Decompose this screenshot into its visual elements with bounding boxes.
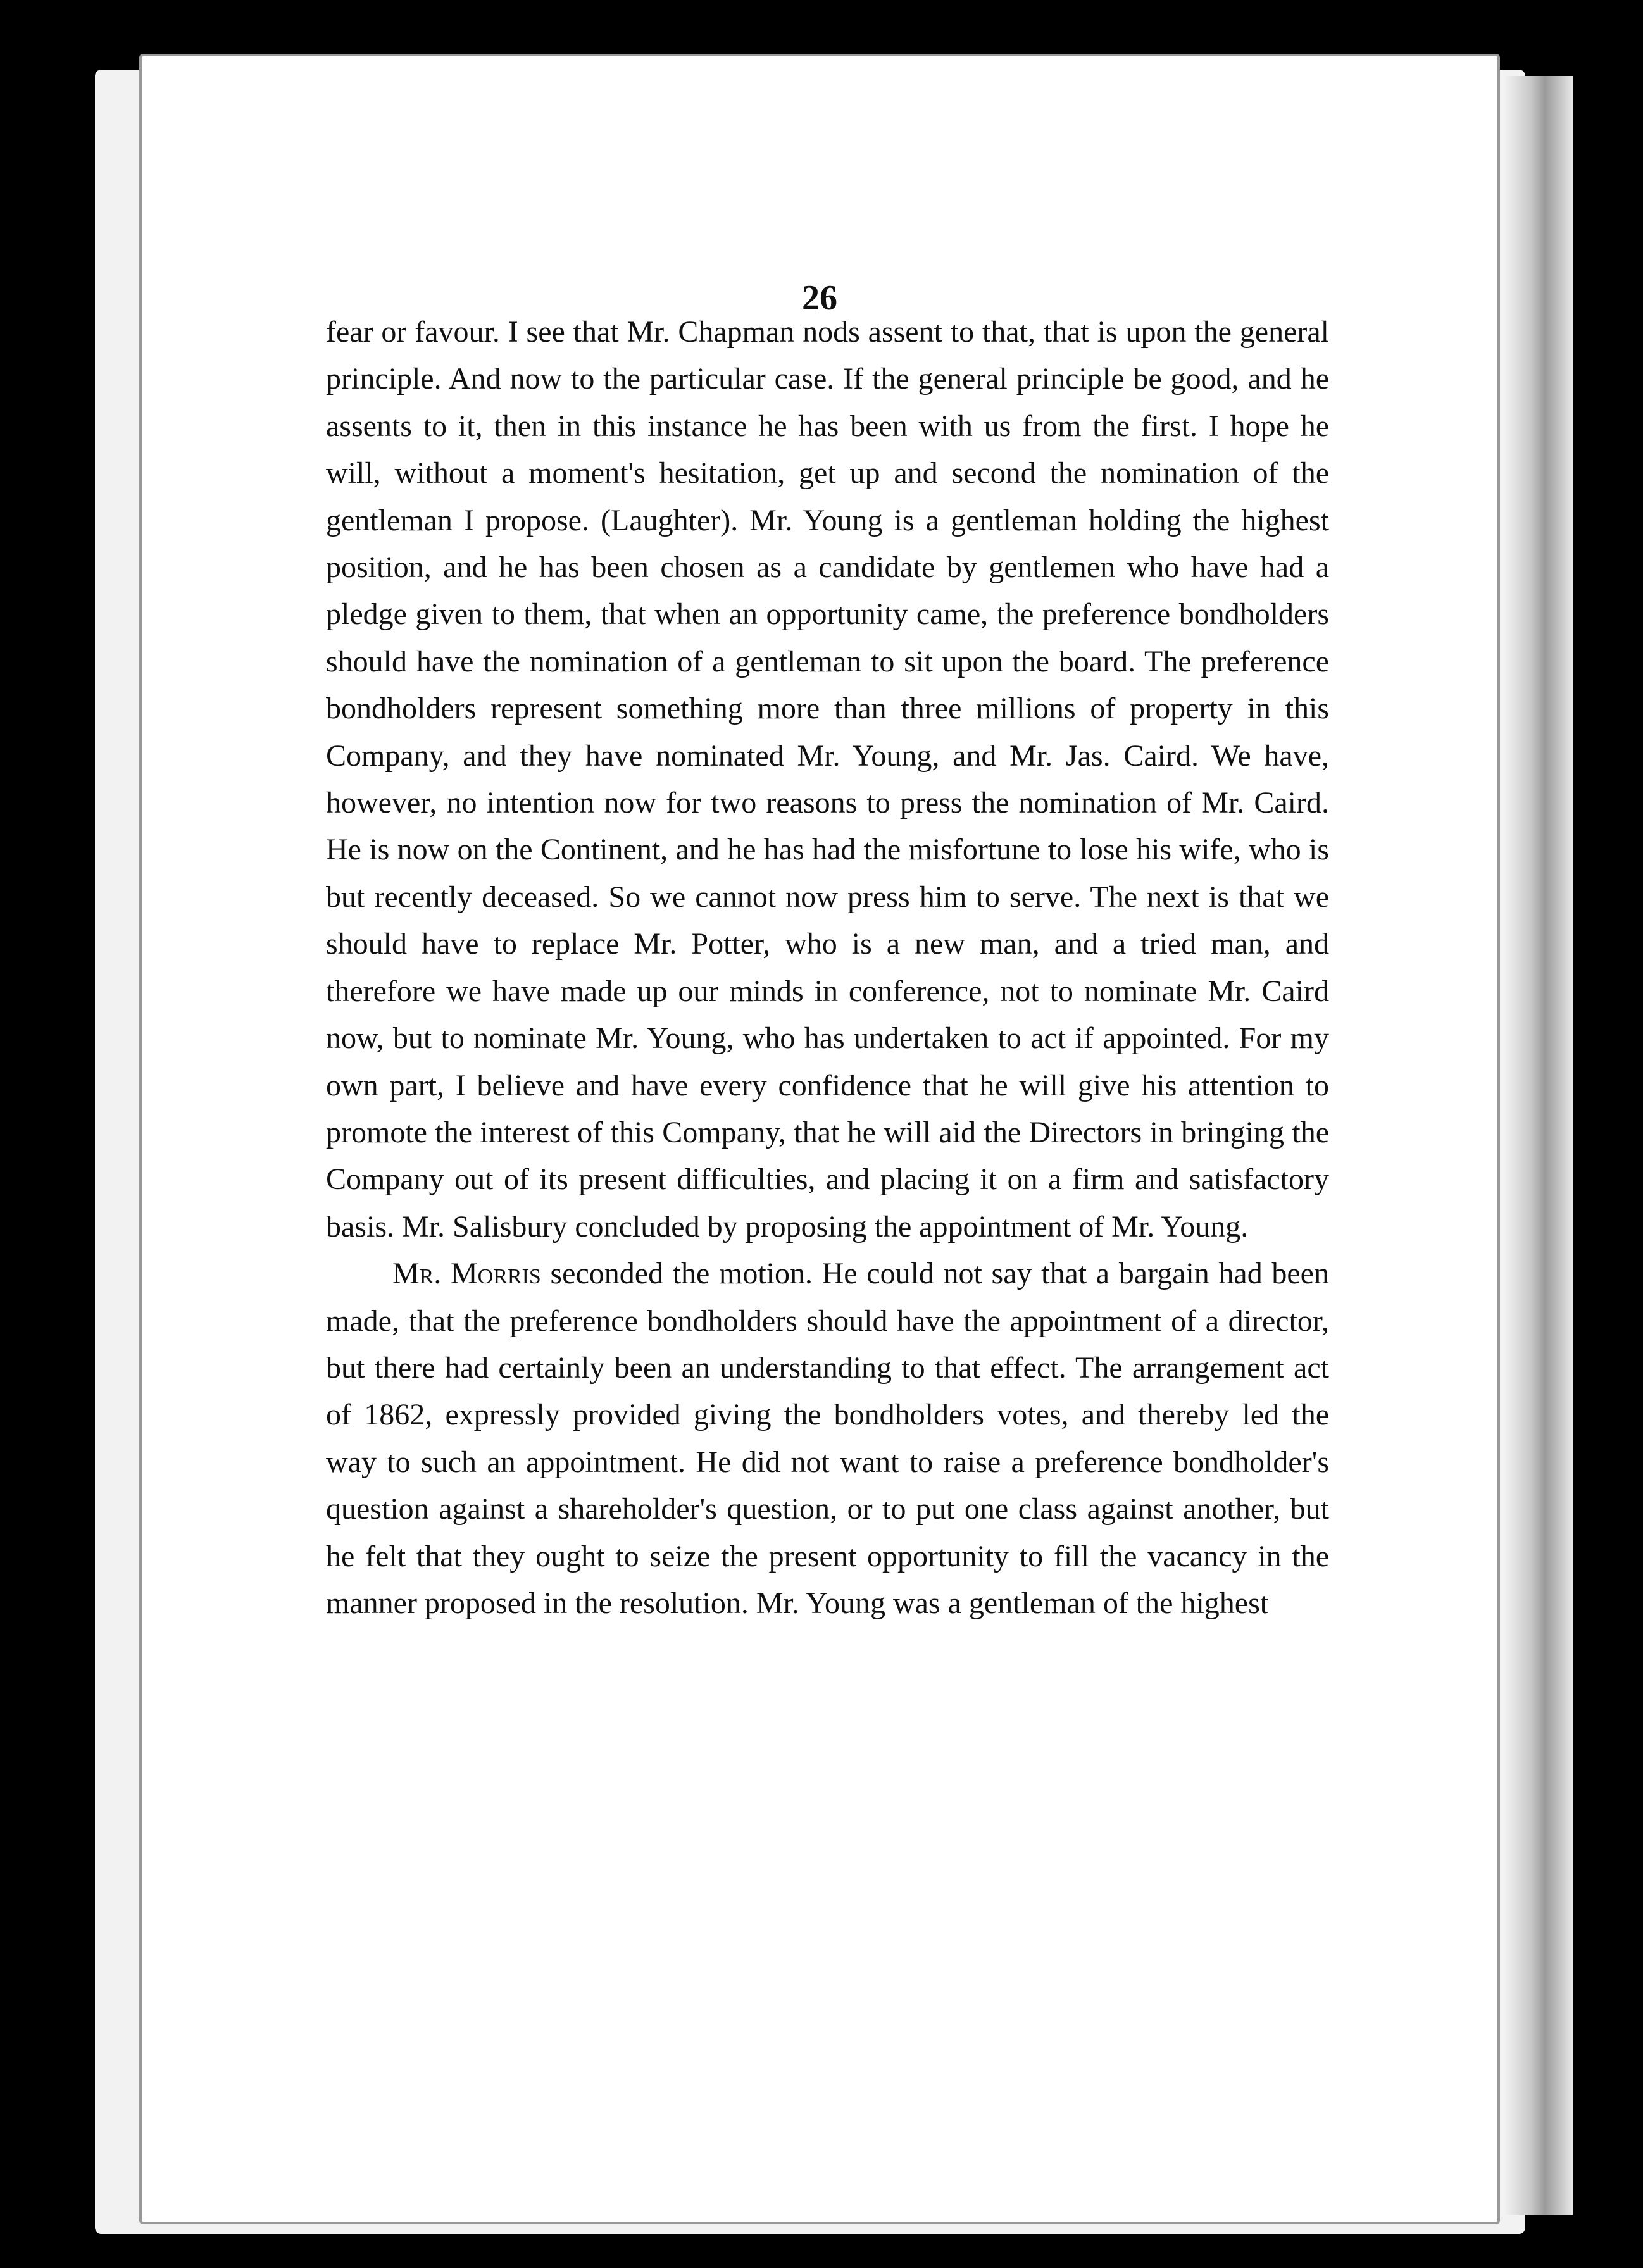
paragraph-text: seconded the motion. He could not say that a bargain had been made, that the preference bondholders should have the appointment of a director, but there had certainly been an understanding to that effect. The arrangement act of 1862, expressly provided giving the bondholders votes, and thereby led the way to such an appointment. He did not want to raise a preference bondholder's question against a shareholder's question, or to put one class against another, but he felt that they ought to seize the present opportunity to fill the vacancy in the manner proposed in the resolution. Mr. Young was a gentleman of the highest bbox=[326, 1257, 1329, 1620]
paragraph: fear or favour. I see that Mr. Chapman nods assent to that, that is upon the general principle. And now to the particular case. If the general principle be good, and he assents to it, then in this instance he has been with us from the first. I hope he will, without a moment's hesitation, get up and second the nomination of the gentleman I propose. (Laughter). Mr. Young is a gentleman holding the highest position, and he has been chosen as a candidate by gentlemen who have had a pledge given to them, that when an opportunity came, the preference bondholders should have the nomination of a gentleman to sit upon the board. The preference bondholders represent something more than three millions of property in this Company, and they have nominated Mr. Young, and Mr. Jas. Caird. We have, however, no intention now for two reasons to press the nomination of Mr. Caird. He is now on the Continent, and he has had the misfortune to lose his wife, who is but recently deceased. So we cannot now press him to serve. The next is that we should have to replace Mr. Potter, who is a new man, and a tried man, and therefore we have made up our minds in conference, not to nominate Mr. Caird now, but to nominate Mr. Young, who has undertaken to act if appointed. For my own part, I believe and have every confidence that he will give his attention to promote the interest of this Company, that he will aid the Directors in bringing the Company out of its present difficulties, and placing it on a firm and satisfactory basis. Mr. Salisbury concluded by proposing the appointment of Mr. Young. bbox=[326, 315, 1329, 1243]
book-spine-gutter bbox=[1503, 76, 1573, 2215]
speaker-name: Mr. Morris bbox=[392, 1257, 541, 1291]
paragraph bbox=[326, 1250, 1329, 1627]
page-number: 26 bbox=[802, 278, 837, 318]
body-text bbox=[326, 309, 1329, 1627]
